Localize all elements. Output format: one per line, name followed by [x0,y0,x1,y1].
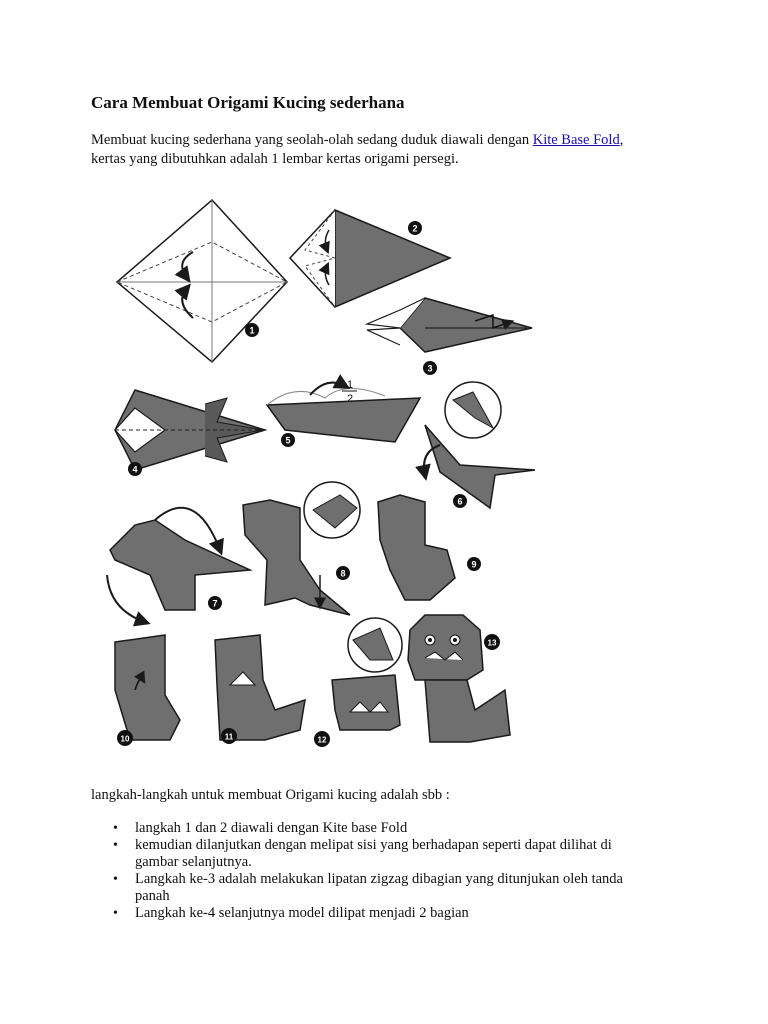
page-title: Cara Membuat Origami Kucing sederhana [91,93,405,112]
step-2-figure [290,210,450,307]
step-12-figure [332,618,402,730]
step-number-2: 2 [412,223,418,234]
kite-base-fold-link[interactable]: Kite Base Fold [532,132,620,148]
step-text: Langkah ke-3 adalah melakukan lipatan zigzag dibagian yang ditunjukan oleh tanda panah [135,871,623,904]
step-number-5: 5 [285,435,291,446]
step-10-figure [115,635,180,740]
step-number-1: 1 [249,325,255,336]
step-text: langkah 1 dan 2 diawali dengan Kite base Fold [135,820,408,836]
step-11-figure [215,635,305,740]
step-number-8: 8 [340,568,346,579]
step-number-12: 12 [317,735,327,745]
step-number-13: 13 [487,638,497,648]
bullet: • [113,821,118,836]
step-8-figure [243,482,360,615]
list-item [91,871,651,905]
bullet: • [113,872,118,887]
step-3-figure [367,298,532,352]
step-6-figure [424,382,535,508]
fraction-denominator: 2 [347,393,354,405]
step-9-figure [378,495,455,600]
steps-intro: langkah-langkah untuk membuat Origami kucing adalah sbb : [91,787,450,803]
list-item [91,820,651,837]
list-item [91,837,651,871]
list-item [91,905,651,922]
diagram-svg [95,190,555,755]
step-number-6: 6 [457,496,463,507]
step-7-figure [107,508,250,622]
intro-paragraph [91,131,671,169]
fraction-numerator: 1 [347,379,354,391]
step-text: kemudian dilanjutkan dengan melipat sisi yang berhadapan seperti dapat dilihat di gambar selanjutnya. [135,837,612,870]
bullet: • [113,838,118,853]
step-1-figure [117,200,287,362]
step-5-figure [267,379,420,442]
step-4-figure [115,390,265,470]
step-number-9: 9 [471,559,477,570]
bullet: • [113,906,118,921]
step-number-3: 3 [427,363,433,374]
step-number-11: 11 [224,732,234,742]
intro-comma: , [619,132,624,148]
steps-list [91,820,651,922]
origami-cat-diagram [95,190,555,755]
step-number-4: 4 [132,464,138,475]
intro-text-line2: kertas yang dibutuhkan adalah 1 lembar kertas origami persegi. [91,151,459,167]
step-13-figure [408,615,510,742]
intro-text: Membuat kucing sederhana yang seolah-olah sedang duduk diawali dengan [91,132,533,148]
step-number-10: 10 [120,734,130,744]
step-text: Langkah ke-4 selanjutnya model dilipat menjadi 2 bagian [135,905,469,921]
step-number-7: 7 [212,598,218,609]
